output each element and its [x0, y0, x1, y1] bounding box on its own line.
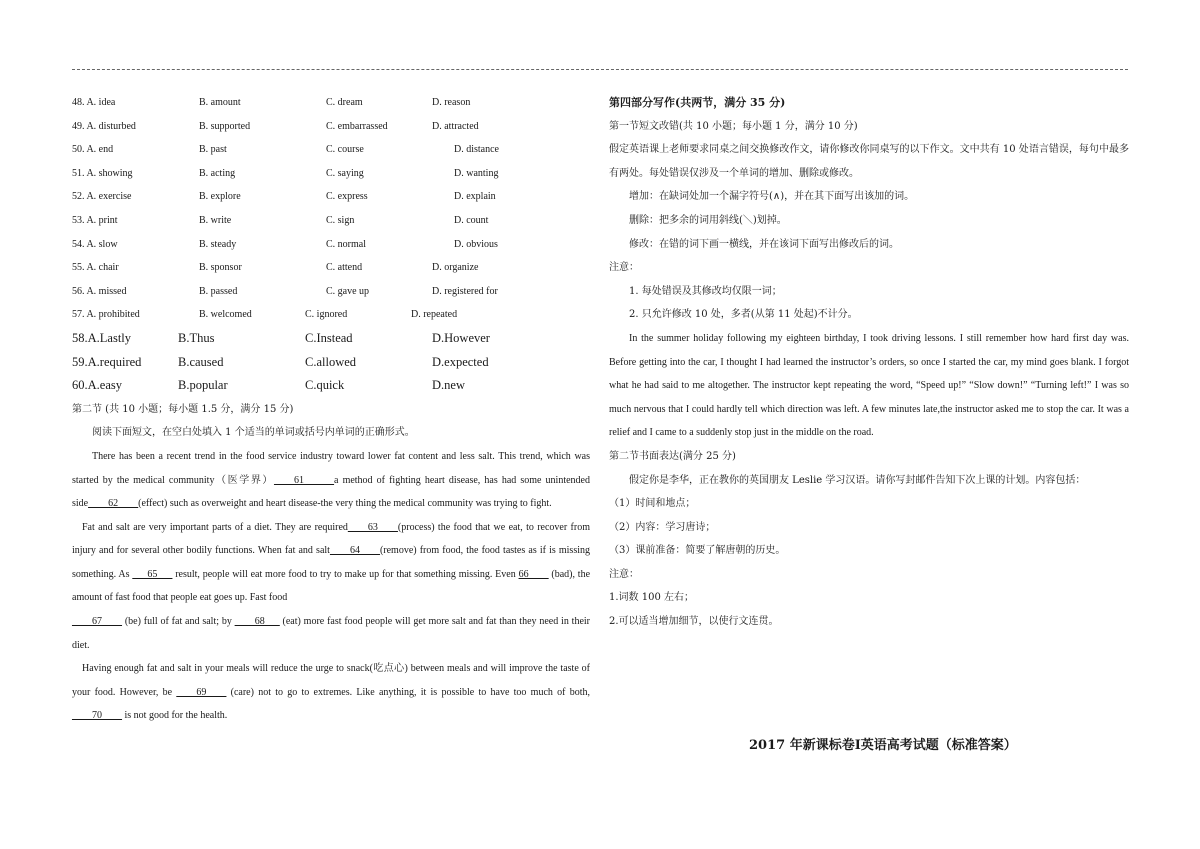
note-label-2: 注意： — [609, 568, 639, 580]
blank-63: ____63____ — [347, 521, 398, 533]
option-row — [72, 209, 590, 233]
option-row — [72, 351, 590, 375]
option-row — [72, 138, 590, 162]
option-row — [72, 280, 590, 304]
note-label: 注意： — [609, 262, 639, 274]
option-row — [72, 162, 590, 186]
part4-heading: 第四部分写作(共两节，满分 35 分) — [609, 96, 786, 109]
option-d: D.However — [432, 330, 490, 345]
blank-69: ____69____ — [176, 686, 227, 698]
passage-paragraph-3 — [72, 657, 590, 728]
option-b: B. amount — [199, 97, 241, 108]
passage-paragraph-1 — [72, 445, 590, 516]
option-d: D. distance — [454, 144, 499, 156]
option-a: 54. A. slow — [72, 238, 118, 250]
option-d: D. count — [454, 214, 489, 226]
essay-text: In the summer holiday following my eighteen birthday, I took driving lessons. I still remember how hard first day was. Before getting into the car, I thought I had learned the instructor’s orders, so once I started the car, my mind goes blank. I forgot what he had said to me altogether. The instructor kept repeating the word, “Speed up!” “Slow down!” “Turning left!” I was so much nervous that I could hardly tell which direction was left. A few minutes late,the instructor asked me to stop the car. It was a relief and I came to a suddenly stop just in the middle on the road. — [609, 332, 1129, 439]
option-b: B.popular — [178, 378, 228, 393]
option-row — [72, 115, 590, 139]
section2-writing-intro: 假定你是李华，正在教你的英国朋友 Leslie 学习汉语。请你写封邮件告知下次上课的计划。内容包括： — [629, 474, 1086, 486]
option-row — [72, 327, 590, 351]
note-b-item-1: 1.词数 100 左右； — [609, 592, 694, 604]
passage-text: (bad), the amount of fast food that people eat goes up. Fast food — [72, 568, 591, 604]
blank-65: ___65___ — [132, 568, 173, 580]
option-d: D. organize — [432, 262, 479, 274]
option-row — [72, 233, 590, 257]
blank-61: ____61______ — [274, 474, 335, 486]
option-d: D. repeated — [411, 309, 458, 321]
option-row — [72, 185, 590, 209]
note-item-2: 2. 只允许修改 10 处，多者(从第 11 处起)不计分。 — [629, 309, 858, 321]
option-c: C. dream — [326, 97, 363, 108]
option-c: C. sign — [326, 214, 355, 226]
option-c: C.Instead — [305, 330, 353, 345]
option-b: B. passed — [199, 285, 238, 297]
option-c: C. express — [326, 191, 368, 203]
option-b: B. sponsor — [199, 262, 242, 274]
content-item-3: （3）课前准备：简要了解唐朝的历史。 — [609, 545, 786, 557]
passage-text: is not good for the health. — [124, 710, 228, 722]
option-c: C. normal — [326, 238, 366, 250]
option-c: C. attend — [326, 262, 363, 274]
option-b: B. welcomed — [199, 309, 252, 321]
option-a: 58.A.Lastly — [72, 330, 132, 345]
option-a: 59.A.required — [72, 354, 142, 369]
note-item-1: 1. 每处错误及其修改均仅限一词； — [629, 285, 782, 297]
content-item-1: （1）时间和地点； — [609, 498, 696, 510]
option-a: 56. A. missed — [72, 285, 127, 297]
option-a: 55. A. chair — [72, 262, 119, 274]
blank-70: ____70____ — [72, 710, 122, 722]
option-d: D. reason — [432, 97, 471, 108]
right-column — [609, 91, 1129, 634]
option-d: D.expected — [432, 354, 489, 369]
option-d: D. registered for — [432, 285, 498, 297]
option-b: B. write — [199, 214, 232, 226]
blank-66: 66____ — [518, 568, 549, 580]
rule-add: 增加：在缺词处加一个漏字符号(∧)，并在其下面写出该加的词。 — [629, 191, 915, 203]
passage-text: (be) full of fat and salt; by — [124, 616, 232, 628]
note-b-item-2: 2.可以适当增加细节，以使行文连贯。 — [609, 616, 779, 628]
top-divider — [72, 69, 1128, 70]
passage-text: (effect) such as overweight and heart disease-the very thing the medical community was trying to fight. — [138, 498, 552, 510]
option-c: C. gave up — [326, 285, 370, 297]
rule-modify: 修改：在错的词下画一横线，并在该词下面写出修改后的词。 — [629, 238, 899, 250]
option-a: 50. A. end — [72, 144, 114, 156]
passage-text: (care) not to go to extremes. Like anything, it is possible to have too much of both, — [230, 686, 591, 698]
passage-paragraph-2 — [72, 516, 590, 658]
passage-text: (eat) more fast food people will get more salt and fat than they need in their diet. — [72, 616, 591, 651]
option-c: C. embarrassed — [326, 120, 388, 132]
option-d: D. obvious — [454, 238, 498, 250]
options-list — [72, 91, 590, 398]
blank-67: ____67____ — [72, 616, 122, 628]
option-a: 52. A. exercise — [72, 191, 132, 203]
option-b: B. steady — [199, 238, 237, 250]
option-c: C. course — [326, 144, 364, 156]
passage-text: result, people will eat more food to try to make up for that something missing. Even — [175, 568, 516, 580]
option-c: C. ignored — [305, 309, 348, 321]
option-b: B. past — [199, 144, 227, 156]
option-a: 49. A. disturbed — [72, 120, 136, 132]
option-a: 53. A. print — [72, 214, 118, 226]
option-d: D. explain — [454, 191, 496, 203]
section1-intro: 假定英语课上老师要求同桌之间交换修改作文，请你修改你同桌写的以下作文。文中共有 10 处语言错误，每句中最多有两处。每处错误仅涉及一个单词的增加、删除或修改。 — [609, 144, 1129, 179]
option-a: 51. A. showing — [72, 167, 133, 179]
option-d: D.new — [432, 378, 465, 393]
option-b: B.Thus — [178, 330, 215, 345]
option-a: 57. A. prohibited — [72, 309, 140, 321]
left-column — [72, 91, 590, 728]
option-d: D. wanting — [454, 167, 499, 179]
option-b: B. supported — [199, 120, 251, 132]
option-c: C. saying — [326, 167, 364, 179]
option-row — [72, 303, 590, 327]
option-d: D. attracted — [432, 120, 479, 132]
section2-writing-heading: 第二节书面表达(满分 25 分) — [609, 450, 736, 462]
option-c: C.quick — [305, 378, 345, 393]
option-row — [72, 256, 590, 280]
blank-64: ____64____ — [329, 545, 380, 557]
option-a: 48. A. idea — [72, 97, 116, 108]
section2-heading: 第二节 (共 10 小题；每小题 1.5 分，满分 15 分) — [72, 403, 294, 415]
blank-62: ____62____ — [88, 498, 139, 510]
passage-text: (remove) from food, the food tastes as if is missing something. As — [72, 545, 590, 580]
option-b: B.caused — [178, 354, 224, 369]
option-row — [72, 374, 590, 398]
rule-delete: 删除：把多余的词用斜线(＼)划掉。 — [629, 214, 787, 226]
passage-text: Having enough fat and salt in your meals will reduce the urge to snack(吃点心) between meals and will improve the taste of your food. However, be — [72, 663, 590, 698]
option-b: B. acting — [199, 167, 236, 179]
option-b: B. explore — [199, 191, 241, 203]
blank-68: ____68___ — [234, 616, 280, 628]
passage-text: Fat and salt are very important parts of a diet. They are required — [82, 521, 348, 533]
option-a: 60.A.easy — [72, 378, 122, 393]
content-item-2: （2）内容：学习唐诗； — [609, 521, 716, 533]
passage-text: a method of fighting heart disease, has had some unintended side — [72, 474, 590, 510]
document-title: 2017 年新课标卷Ⅰ英语高考试题（标准答案） — [749, 738, 1017, 753]
option-c: C.allowed — [305, 354, 357, 369]
passage-text: (process) the food that we eat, to recover from injury and for several other bodily functions. When fat and salt — [72, 521, 591, 557]
section1-heading: 第一节短文改错(共 10 小题；每小题 1 分，满分 10 分) — [609, 120, 858, 132]
section2-instruction: 阅读下面短文，在空白处填入 1 个适当的单词或括号内单词的正确形式。 — [92, 427, 415, 439]
option-row — [72, 91, 590, 115]
passage-text: There has been a recent trend in the food service industry toward lower fat content and less salt. This trend, which was started by the medical community（医学界） — [72, 450, 590, 486]
